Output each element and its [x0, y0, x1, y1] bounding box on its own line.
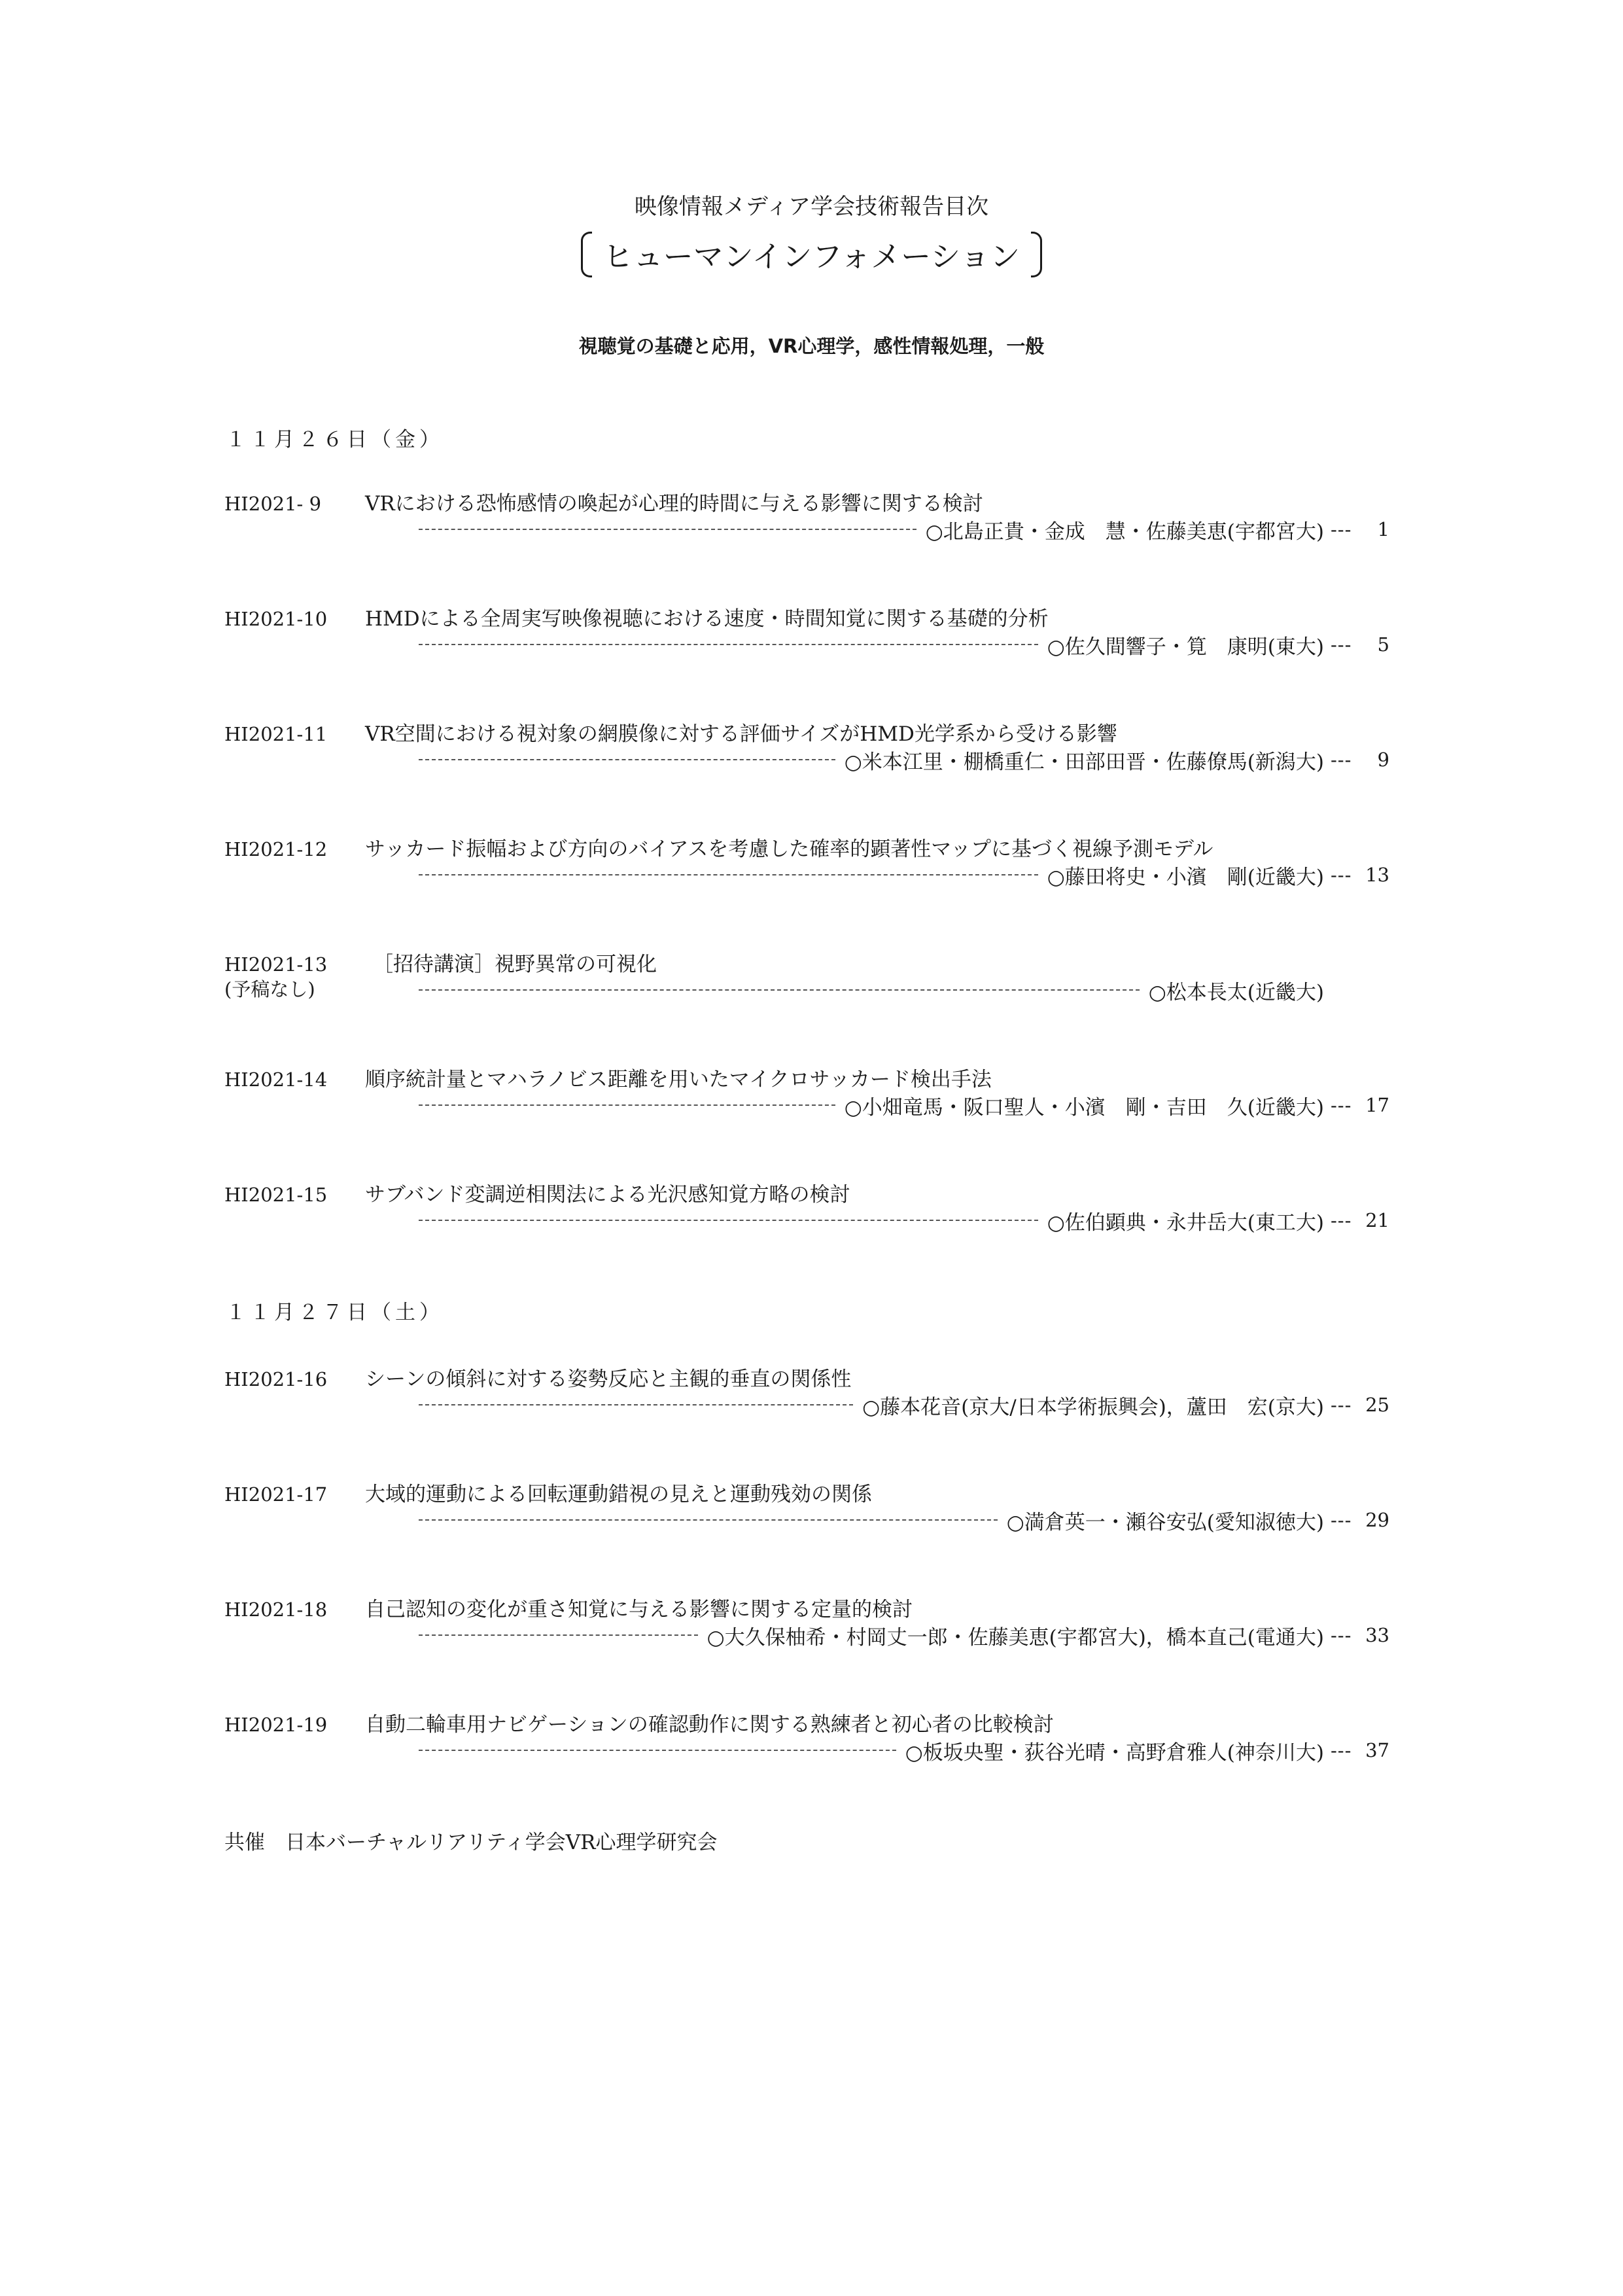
- toc-entry: [0, 1598, 1623, 1657]
- entry-code: HI2021- 9: [224, 493, 322, 515]
- entry-title: 自動二輪車用ナビゲーションの確認動作に関する熟練者と初心者の比較検討: [365, 1713, 1054, 1737]
- dash-leader: ---: [1331, 749, 1352, 771]
- entry-authors: ○松本長太(近畿大): [1148, 980, 1324, 1004]
- entry-page: 17: [1365, 1094, 1389, 1116]
- entry-page: 1: [1377, 518, 1389, 540]
- entry-title: サッカード振幅および方向のバイアスを考慮した確率的顕著性マップに基づく視線予測モデル: [365, 838, 1213, 861]
- entry-title: 自己認知の変化が重さ知覚に与える影響に関する定量的検討: [365, 1598, 913, 1621]
- report-subtitle: ヒューマンインフォメーション: [581, 230, 1043, 279]
- cosponsor-label: 共催: [224, 1831, 265, 1854]
- session-topics: 視聴覚の基礎と応用，VR心理学，感性情報処理，一般: [578, 335, 1045, 357]
- toc-entry: [0, 722, 1623, 781]
- entry-byline: [419, 1392, 1389, 1417]
- entry-byline: [419, 632, 1389, 657]
- leader-line: [419, 1404, 853, 1405]
- entry-byline: [419, 1093, 1389, 1118]
- entry-code: HI2021-11: [224, 723, 328, 745]
- entry-title: サブバンド変調逆相関法による光沢感知覚方略の検討: [365, 1183, 850, 1207]
- toc-entry: [0, 1483, 1623, 1542]
- day-heading: １１月２７日（土）: [226, 1301, 444, 1324]
- toc-entry: [0, 607, 1623, 666]
- leader-line: [419, 529, 916, 530]
- entry-page: 9: [1377, 749, 1389, 771]
- entry-code: HI2021-16: [224, 1368, 328, 1390]
- leader-line: [419, 1634, 698, 1636]
- entry-page: 29: [1365, 1509, 1389, 1531]
- entry-authors: ○大久保柚希・村岡丈一郎・佐藤美恵(宇都宮大)，橋本直己(電通大): [707, 1625, 1324, 1650]
- entry-code: HI2021-17: [224, 1483, 328, 1506]
- dash-leader: ---: [1331, 1209, 1352, 1231]
- entry-byline: [419, 1508, 1389, 1532]
- entry-code: HI2021-19: [224, 1714, 328, 1736]
- entry-authors: ○米本江里・棚橋重仁・田部田晋・佐藤僚馬(新潟大): [844, 750, 1324, 774]
- entry-page: 13: [1365, 864, 1389, 886]
- entry-title: 順序統計量とマハラノビス距離を用いたマイクロサッカード検出手法: [365, 1068, 992, 1091]
- entry-code: HI2021-13: [224, 953, 328, 976]
- dash-leader: ---: [1331, 1624, 1352, 1646]
- cosponsor-note: [224, 1826, 717, 1855]
- cosponsor-text: 日本バーチャルリアリティ学会VR心理学研究会: [285, 1831, 718, 1854]
- toc-entry: [0, 1713, 1623, 1772]
- entry-code: HI2021-18: [224, 1598, 328, 1621]
- entry-code: HI2021-12: [224, 838, 328, 860]
- entry-page: 25: [1365, 1394, 1389, 1416]
- entry-page: 21: [1365, 1209, 1389, 1231]
- dash-leader: ---: [1331, 1739, 1352, 1761]
- entry-authors: ○佐伯顕典・永井岳大(東工大): [1047, 1210, 1324, 1235]
- entry-authors: ○藤本花音(京大/日本学術振興会)，蘆田 宏(京大): [862, 1395, 1324, 1419]
- toc-entry: [0, 838, 1623, 896]
- entry-page: 37: [1365, 1739, 1389, 1761]
- entry-byline: [419, 862, 1389, 887]
- entry-page-tail: [1331, 1209, 1389, 1231]
- entry-byline: [419, 978, 1389, 1002]
- entry-byline: [419, 747, 1389, 772]
- leader-line: [419, 989, 1140, 991]
- entry-title: ［招待講演］視野異常の可視化: [373, 953, 657, 976]
- toc-entry: [0, 1068, 1623, 1127]
- entry-byline: [419, 517, 1389, 542]
- entry-title: HMDによる全周実写映像視聴における速度・時間知覚に関する基礎的分析: [365, 607, 1049, 631]
- entry-byline: [419, 1623, 1389, 1648]
- entry-code: HI2021-15: [224, 1184, 328, 1206]
- entry-title: VRにおける恐怖感情の喚起が心理的時間に与える影響に関する検討: [365, 492, 983, 516]
- toc-entry: [0, 1183, 1623, 1242]
- toc-entry: [0, 492, 1623, 551]
- dash-leader: ---: [1331, 633, 1352, 656]
- report-title: 映像情報メディア学会技術報告目次: [634, 194, 989, 220]
- dash-leader: ---: [1331, 1509, 1352, 1531]
- entry-note: (予稿なし): [224, 978, 315, 1000]
- leader-line: [419, 644, 1038, 645]
- entry-page: 5: [1377, 633, 1389, 656]
- entry-code: HI2021-14: [224, 1069, 328, 1091]
- toc-entry: [0, 953, 1623, 1012]
- entry-authors: ○佐久間響子・筧 康明(東大): [1047, 635, 1324, 659]
- entry-code: HI2021-10: [224, 608, 328, 630]
- entry-title: 大域的運動による回転運動錯視の見えと運動残効の関係: [365, 1483, 872, 1506]
- entry-page-tail: [1331, 1394, 1389, 1416]
- toc-entry: [0, 1368, 1623, 1426]
- entry-authors: ○満倉英一・瀬谷安弘(愛知淑徳大): [1006, 1510, 1324, 1534]
- entry-page-tail: [1331, 1739, 1389, 1761]
- entry-page-tail: [1331, 633, 1389, 656]
- dash-leader: ---: [1331, 864, 1352, 886]
- day-heading: １１月２６日（金）: [226, 428, 444, 451]
- entry-title: VR空間における視対象の網膜像に対する評価サイズがHMD光学系から受ける影響: [365, 722, 1117, 746]
- entry-page-tail: [1331, 864, 1389, 886]
- entry-page: 33: [1365, 1624, 1389, 1646]
- entry-authors: ○小畑竜馬・阪口聖人・小濱 剛・吉田 久(近畿大): [844, 1095, 1324, 1120]
- entry-page-tail: [1331, 749, 1389, 771]
- leader-line: [419, 1750, 896, 1751]
- leader-line: [419, 874, 1038, 875]
- entry-byline: [419, 1738, 1389, 1763]
- leader-line: [419, 759, 835, 760]
- entry-authors: ○北島正貴・金成 慧・佐藤美恵(宇都宮大): [925, 520, 1324, 544]
- leader-line: [419, 1519, 998, 1521]
- entry-title: シーンの傾斜に対する姿勢反応と主観的垂直の関係性: [365, 1368, 852, 1391]
- entry-byline: [419, 1208, 1389, 1233]
- entry-authors: ○板坂央聖・荻谷光晴・高野倉雅人(神奈川大): [905, 1740, 1324, 1765]
- dash-leader: ---: [1331, 1094, 1352, 1116]
- entry-page-tail: [1331, 1094, 1389, 1116]
- leader-line: [419, 1104, 835, 1106]
- entry-page-tail: [1331, 1509, 1389, 1531]
- subtitle-wrap: [0, 230, 1623, 279]
- entry-page-tail: [1331, 1624, 1389, 1646]
- entry-page-tail: [1331, 518, 1389, 540]
- dash-leader: ---: [1331, 1394, 1352, 1416]
- entry-authors: ○藤田将史・小濱 剛(近畿大): [1047, 865, 1324, 889]
- dash-leader: ---: [1331, 518, 1352, 540]
- leader-line: [419, 1220, 1038, 1221]
